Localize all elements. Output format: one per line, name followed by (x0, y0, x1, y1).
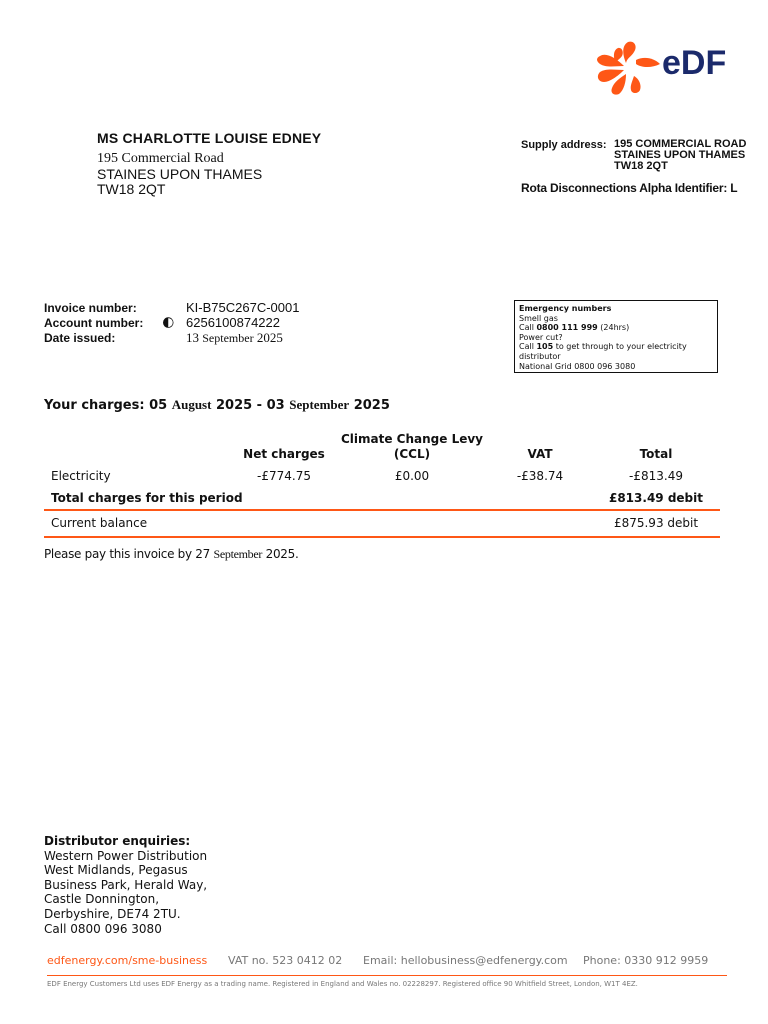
current-balance-value: £875.93 debit (613, 516, 699, 530)
total-charges-value: £813.49 debit (608, 491, 703, 505)
addressee-postcode: TW18 2QT (97, 181, 166, 197)
invoice-labels (44, 301, 143, 346)
rota-identifier: Rota Disconnections Alpha Identifier: L (521, 181, 738, 195)
row-electricity-label: Electricity (51, 469, 111, 483)
footer-divider (47, 975, 727, 976)
col-net-charges: Net charges (243, 447, 325, 461)
edf-logo-text: eDF (662, 44, 727, 82)
row-electricity-vat: -£38.74 (516, 469, 564, 483)
invoice-values (186, 300, 299, 346)
power-call-line: Call 105 to get through to your electricity distributor (519, 342, 687, 361)
edf-logo (594, 38, 734, 98)
addressee-town: STAINES UPON THAMES (97, 166, 263, 182)
contact-phone: Phone: 0330 912 9959 (583, 954, 709, 967)
invoice-number: KI-B75C267C-0001 (186, 300, 300, 315)
row-electricity-net: -£774.75 (257, 469, 311, 483)
contact-email[interactable]: Email: hellobusiness@edfenergy.com (363, 954, 568, 967)
website-link[interactable]: edfenergy.com/sme-business (47, 954, 208, 967)
payment-due-note: Please pay this invoice by 27 September 2025. (44, 547, 299, 561)
vat-number: VAT no. 523 0412 02 (228, 954, 343, 967)
legal-notice: EDF Energy Customers Ltd uses EDF Energy as a trading name. Registered in England and Wales no. 02228297. Registered office 90 Whitfield Street, London, W1T 4EZ. (47, 980, 638, 988)
supply-address-line3: TW18 2QT (614, 160, 668, 172)
distributor-line: West Midlands, Pegasus (44, 863, 188, 878)
emergency-numbers-box (514, 300, 718, 373)
national-grid-line: National Grid 0800 096 3080 (519, 361, 636, 371)
emergency-title: Emergency numbers (519, 304, 612, 313)
table-divider (44, 509, 720, 511)
distributor-line: Castle Donnington, (44, 892, 160, 907)
distributor-line: Derbyshire, DE74 2TU. (44, 906, 181, 921)
table-bottom-rule (44, 536, 720, 538)
col-ccl-line2: (CCL) (393, 447, 431, 461)
col-total: Total (639, 447, 673, 461)
account-number: 6256100874222 (186, 315, 280, 330)
addressee-name: MS CHARLOTTE LOUISE EDNEY (97, 130, 322, 146)
distributor-title: Distributor enquiries: (44, 834, 191, 848)
smell-gas-text: Smell gas (519, 313, 558, 323)
col-ccl-line1: Climate Change Levy (340, 432, 483, 446)
edf-sun-icon (594, 38, 664, 98)
total-charges-label: Total charges for this period (51, 491, 243, 505)
power-cut-text: Power cut? (519, 332, 563, 342)
date-issued: 13 September 2025 (186, 330, 283, 345)
supply-address-line1: 195 COMMERCIAL ROAD (614, 138, 747, 150)
distributor-line: Western Power Distribution (44, 848, 208, 863)
distributor-enquiries (44, 834, 207, 936)
charges-heading: Your charges: 05 August 2025 - 03 September 2025 (44, 397, 390, 413)
date-issued-label: Date issued: (44, 331, 116, 345)
distributor-line: Call 0800 096 3080 (44, 921, 162, 936)
row-electricity-ccl: £0.00 (394, 469, 430, 483)
decorative-bracket-icon: 🌓︎ (162, 316, 175, 330)
distributor-line: Business Park, Herald Way, (44, 877, 208, 892)
gas-call-line: Call 0800 111 999 (24hrs) (519, 323, 630, 333)
current-balance-label: Current balance (51, 516, 148, 530)
addressee-block (97, 130, 321, 197)
col-vat: VAT (527, 447, 553, 461)
row-electricity-total: -£813.49 (629, 469, 683, 483)
addressee-street: 195 Commercial Road (97, 151, 224, 166)
supply-address-label: Supply address: (521, 139, 607, 151)
invoice-number-label: Invoice number: (44, 301, 137, 315)
account-number-label: Account number: (44, 316, 144, 330)
supply-address-line2: STAINES UPON THAMES (614, 149, 746, 161)
